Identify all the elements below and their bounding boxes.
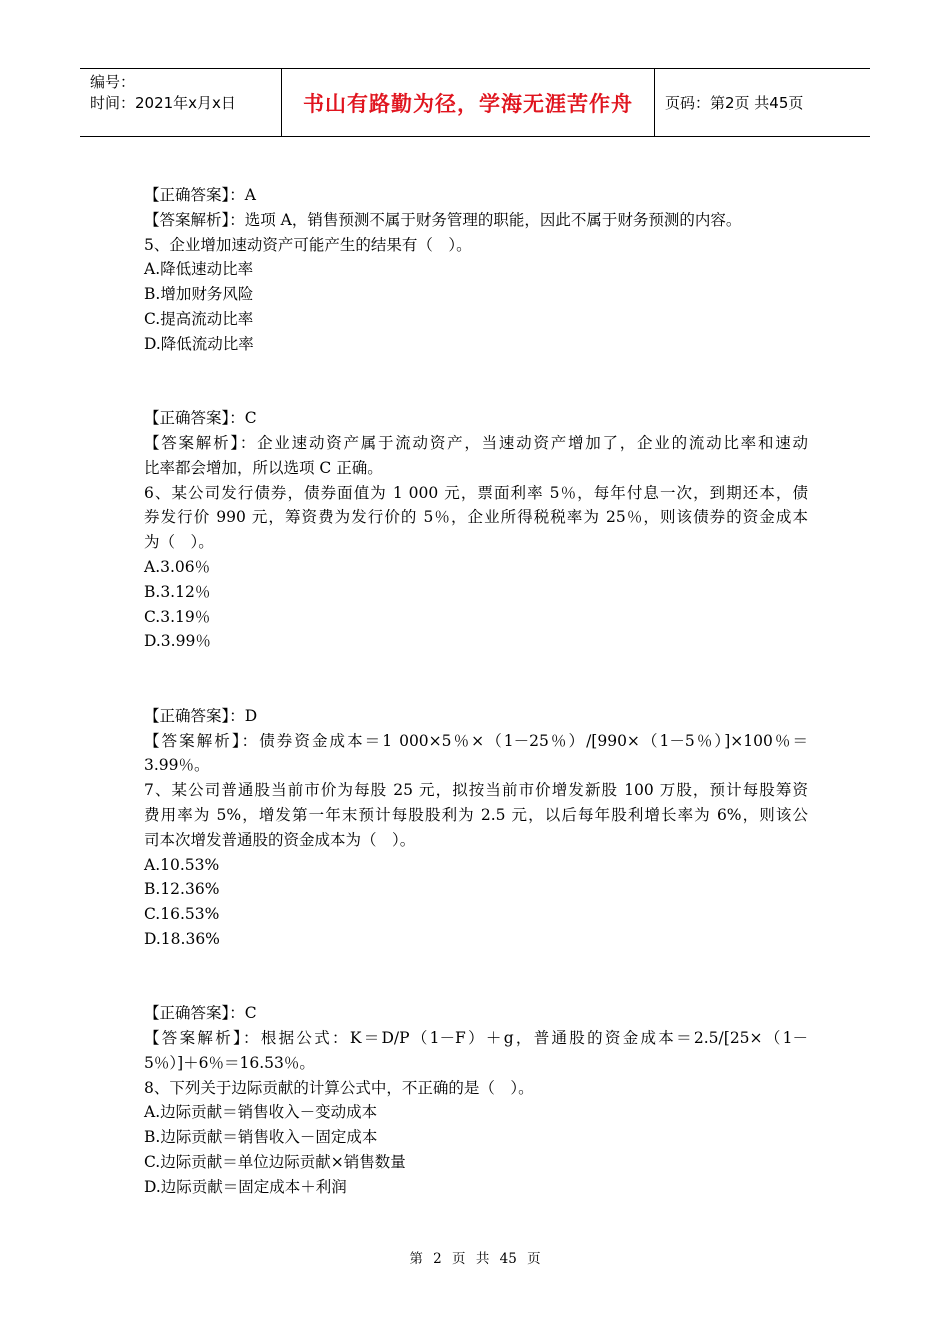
text-line: 【答案解析】：根据公式：K＝D/P（1－F）＋g，普通股的资金成本＝2.5/[25×（1－ bbox=[144, 1029, 808, 1048]
text-line: 5、企业增加速动资产可能产生的结果有（ ）。 bbox=[144, 235, 472, 254]
text-line: 为（ ）。 bbox=[144, 533, 214, 552]
text-line: D.3.99％ bbox=[144, 632, 211, 651]
text-line: 【正确答案】：D bbox=[144, 706, 258, 725]
text-line: B.3.12％ bbox=[144, 582, 211, 601]
text-line: A.边际贡献＝销售收入－变动成本 bbox=[144, 1103, 378, 1122]
text-line: 【答案解析】：企业速动资产属于流动资产，当速动资产增加了，企业的流动比率和速动 bbox=[144, 433, 808, 452]
text-line: 【正确答案】：C bbox=[144, 1004, 257, 1023]
text-line: 比率都会增加，所以选项 C 正确。 bbox=[144, 458, 383, 477]
text-line: B.增加财务风险 bbox=[144, 285, 254, 304]
text-line: D.降低流动比率 bbox=[144, 334, 254, 353]
document-time-label: 时间：2021年x月x日 bbox=[90, 94, 236, 112]
paragraph-spacer bbox=[144, 357, 808, 407]
text-line: D.18.36% bbox=[144, 929, 220, 948]
header-motto: 书山有路勤为径，学海无涯苦作舟 bbox=[303, 91, 633, 116]
text-line: 【答案解析】：债券资金成本＝1 000×5％×（1－25％）/[990×（1－5％）]×100％＝ bbox=[144, 731, 808, 750]
text-line: A.10.53% bbox=[144, 855, 220, 874]
text-line: 费用率为 5%，增发第一年末预计每股股利为 2.5 元，以后每年股利增长率为 6%，则该公 bbox=[144, 805, 808, 824]
text-line: 【答案解析】：选项 A，销售预测不属于财务管理的职能，因此不属于财务预测的内容。 bbox=[144, 210, 742, 229]
text-line: 6、某公司发行债券，债券面值为 1 000 元，票面利率 5％，每年付息一次，到期还本，债 bbox=[144, 483, 808, 502]
text-line: 券发行价 990 元，筹资费为发行价的 5％，企业所得税税率为 25％，则该债券的资金成本 bbox=[144, 508, 808, 527]
text-line: B.12.36% bbox=[144, 880, 220, 899]
header-motto-cell bbox=[282, 69, 655, 136]
text-line: 【正确答案】：A bbox=[144, 186, 256, 204]
page-header bbox=[80, 68, 870, 137]
header-meta bbox=[80, 69, 282, 136]
text-line: 【正确答案】：C bbox=[144, 409, 257, 428]
page-footer: 第 2 页 共 45 页 bbox=[409, 1251, 541, 1267]
text-line: D.边际贡献＝固定成本＋利润 bbox=[144, 1177, 347, 1196]
text-line: C.3.19％ bbox=[144, 607, 211, 626]
paragraph-spacer bbox=[144, 654, 808, 704]
header-page-cell bbox=[655, 69, 870, 136]
text-line: C.提高流动比率 bbox=[144, 309, 254, 328]
text-line: 司本次增发普通股的资金成本为（ ）。 bbox=[144, 830, 416, 849]
text-line: 3.99％。 bbox=[144, 756, 210, 775]
paragraph-spacer bbox=[144, 952, 808, 1002]
text-line: 8、下列关于边际贡献的计算公式中，不正确的是（ ）。 bbox=[144, 1078, 534, 1097]
text-line: 5％）]＋6％＝16.53％。 bbox=[144, 1053, 315, 1072]
text-line: B.边际贡献＝销售收入－固定成本 bbox=[144, 1128, 378, 1147]
text-line: C.16.53% bbox=[144, 905, 220, 924]
document-body bbox=[144, 183, 808, 1200]
header-page-info: 页码：第2页 共45页 bbox=[665, 94, 804, 112]
text-line: A.3.06％ bbox=[144, 557, 211, 576]
text-line: C.边际贡献＝单位边际贡献×销售数量 bbox=[144, 1153, 406, 1172]
text-line: A.降低速动比率 bbox=[144, 260, 254, 279]
text-line: 7、某公司普通股当前市价为每股 25 元，拟按当前市价增发新股 100 万股，预计每股筹资 bbox=[144, 781, 808, 800]
document-number-label: 编号： bbox=[90, 73, 136, 91]
